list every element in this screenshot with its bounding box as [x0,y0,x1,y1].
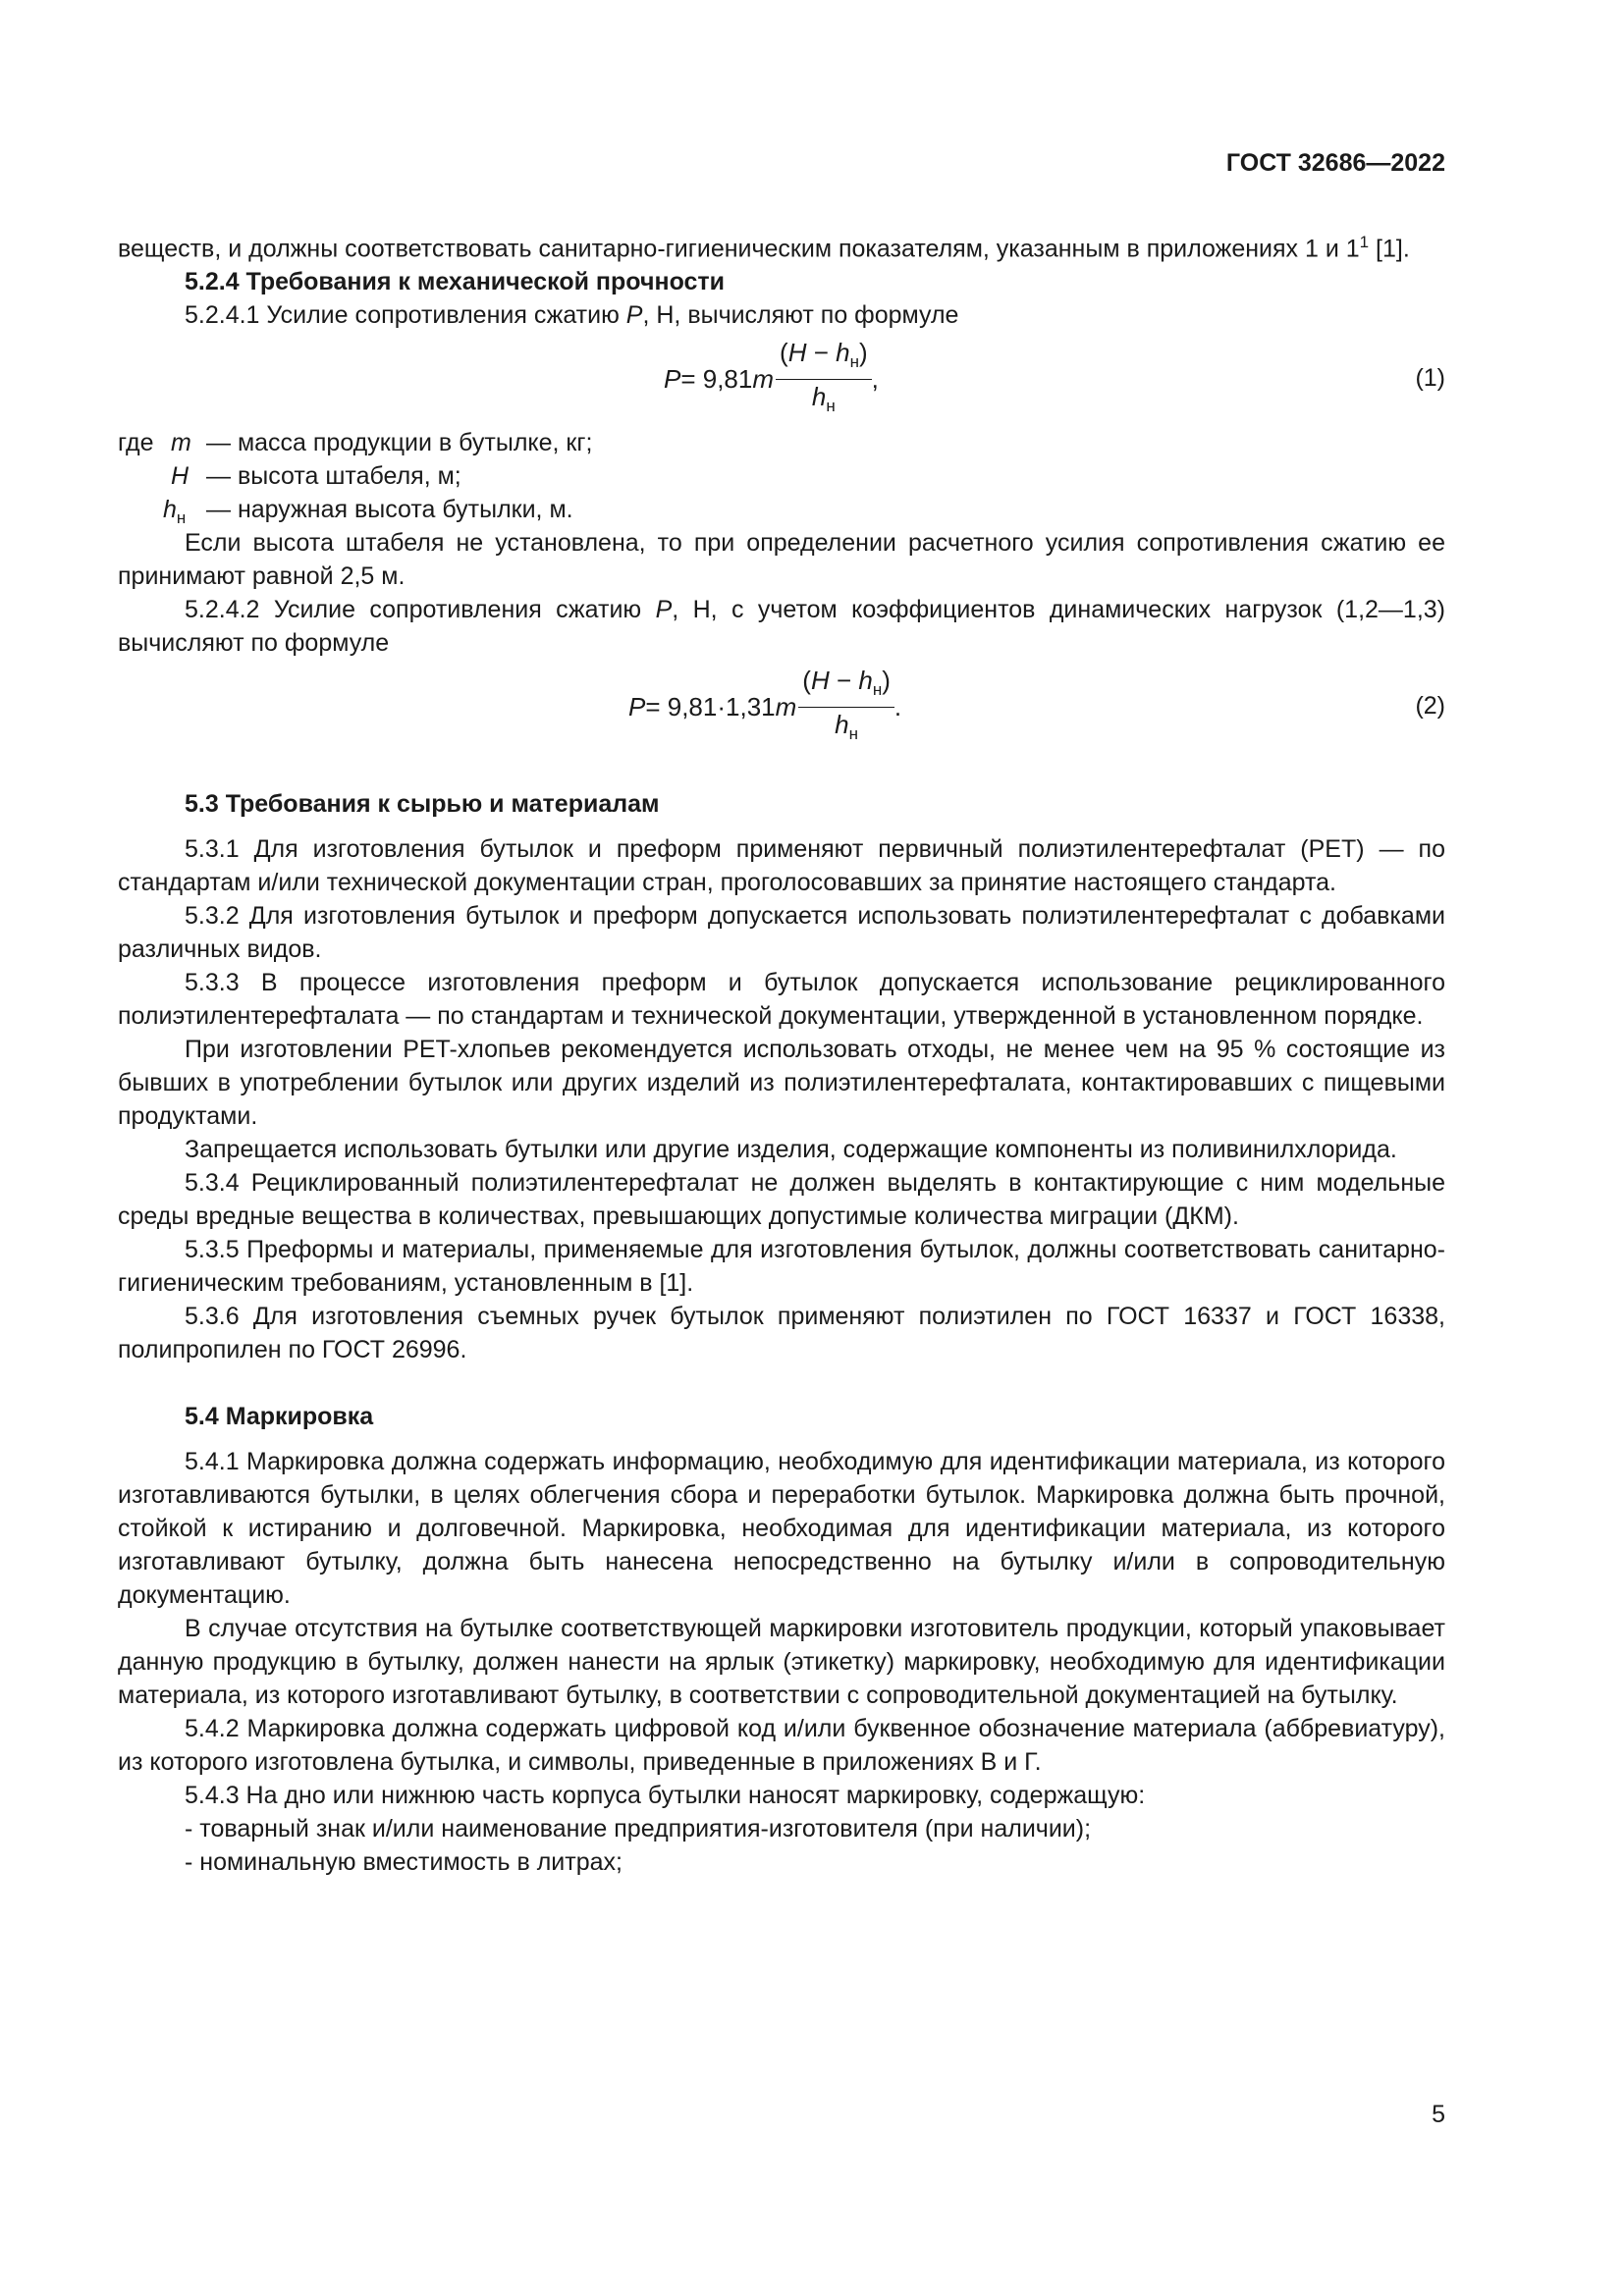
where-row-m: где m — масса продукции в бутылке, кг; [118,429,593,457]
para-5-3-6: 5.3.6 Для изготовления съемных ручек бутылок применяют полиэтилен по ГОСТ 16337 и ГОСТ 16338, полипропилен по ГОСТ 26996. [118,1303,1445,1364]
where-row-h: $h_н$ — наружная высота бутылки, м. [163,496,573,528]
para-pet-flakes: При изготовлении PET-хлопьев рекомендуется использовать отходы, не менее чем на 95 % состоящие из бывших в употреблении бутылок или других изделий из полиэтилентерефталата, контактировавших с пищевыми продуктами. [118,1036,1445,1131]
para-5-3-4: 5.3.4 Рециклированный полиэтилентерефталат не должен выделять в контактирующие с ним модельные среды вредные вещества в количествах, превышающих допустимые количества миграции (ДКМ). [118,1169,1445,1231]
list-item: - товарный знак и/или наименование предприятия-изготовителя (при наличии); [185,1815,1092,1843]
formula-1: P = 9,81 m $\frac{(H - h_н)}{h_н}$ , (1) [118,332,1445,426]
para-5-4-3: 5.4.3 На дно или нижнюю часть корпуса бутылки наносят маркировку, содержащую: [185,1782,1146,1810]
formula-1-number: (1) [1415,364,1445,393]
para-label-marking: В случае отсутствия на бутылке соответствующей маркировки изготовитель продукции, который упаковывает данную продукцию в бутылку, должен нанести на ярлык (этикетку) маркировку, необходимую для идентификации материала, из которого изготавливают бутылку, в соответствии с сопроводительной документацией на бутылку. [118,1615,1445,1710]
para-5-3-5: 5.3.5 Преформы и материалы, применяемые для изготовления бутылок, должны соответствовать санитарно-гигиеническим требованиям, установленным в [1]. [118,1236,1445,1298]
para-5-4-1: 5.4.1 Маркировка должна содержать информацию, необходимую для идентификации материала, из которого изготавливаются бутылки, в целях облегчения сбора и переработки бутылок. Маркировка должна быть прочной, стойкой к истиранию и долговечной. Маркировка, необходимая для идентификации материала, из которого изготавливают бутылку, должна быть нанесена непосредственно на бутылку и/или в сопроводительную документацию. [118,1448,1445,1610]
para-5-3-3: 5.3.3 В процессе изготовления преформ и бутылок допускается использование рециклированного полиэтилентерефталата — по стандартам и технической документации, утвержденной в установленном порядке. [118,969,1445,1031]
para-5-2-4-1: 5.2.4.1 Усилие сопротивления сжатию P, Н, вычисляют по формуле [185,301,959,330]
where-row-H: H — высота штабеля, м; [171,462,461,491]
document-code: ГОСТ 32686—2022 [1225,149,1445,177]
section-5-4-heading: 5.4 Маркировка [185,1403,374,1431]
document-page [118,0,1445,2296]
section-5-2-4-heading: 5.2.4 Требования к механической прочности [185,268,726,296]
para-5-4-2: 5.4.2 Маркировка должна содержать цифровой код и/или буквенное обозначение материала (аббревиатуру), из которого изготовлена бутылка, и символы, приведенные в приложениях В и Г. [118,1715,1445,1777]
formula-2-number: (2) [1415,692,1445,721]
intro-paragraph: веществ, и должны соответствовать санитарно-гигиеническим показателям, указанным в приложениях 1 и $1^1$ [1]. [118,233,1410,263]
para-5-3-1: 5.3.1 Для изготовления бутылок и преформ применяют первичный полиэтилентерефталат (PET) — по стандартам и/или технической документации стран, проголосовавших за принятие настоящего стандарта. [118,835,1445,897]
para-5-2-4-2: 5.2.4.2 Усилие сопротивления сжатию P, Н, с учетом коэффициентов динамических нагрузок (1,2—1,3) вычисляют по формуле [118,596,1446,658]
fraction: $\frac{(H - h_н)}{h_н}$ [776,336,872,423]
para-5-3-2: 5.3.2 Для изготовления бутылок и преформ допускается использовать полиэтилентерефталат с добавками различных видов. [118,902,1445,964]
page-number: 5 [1432,2101,1445,2128]
para-default-height: Если высота штабеля не установлена, то при определении расчетного усилия сопротивления сжатию ее принимают равной 2,5 м. [118,529,1445,591]
fraction: $\frac{(H - h_н)}{h_н}$ [798,664,894,751]
section-5-3-heading: 5.3 Требования к сырью и материалам [185,790,660,819]
formula-2: P = 9,81·1,31 m $\frac{(H - h_н)}{h_н}$ . (2) [118,660,1445,754]
list-item: - номинальную вместимость в литрах; [185,1848,623,1877]
para-pvc-prohibited: Запрещается использовать бутылки или другие изделия, содержащие компоненты из поливинилхлорида. [185,1136,1397,1164]
document-body [118,226,1445,1879]
